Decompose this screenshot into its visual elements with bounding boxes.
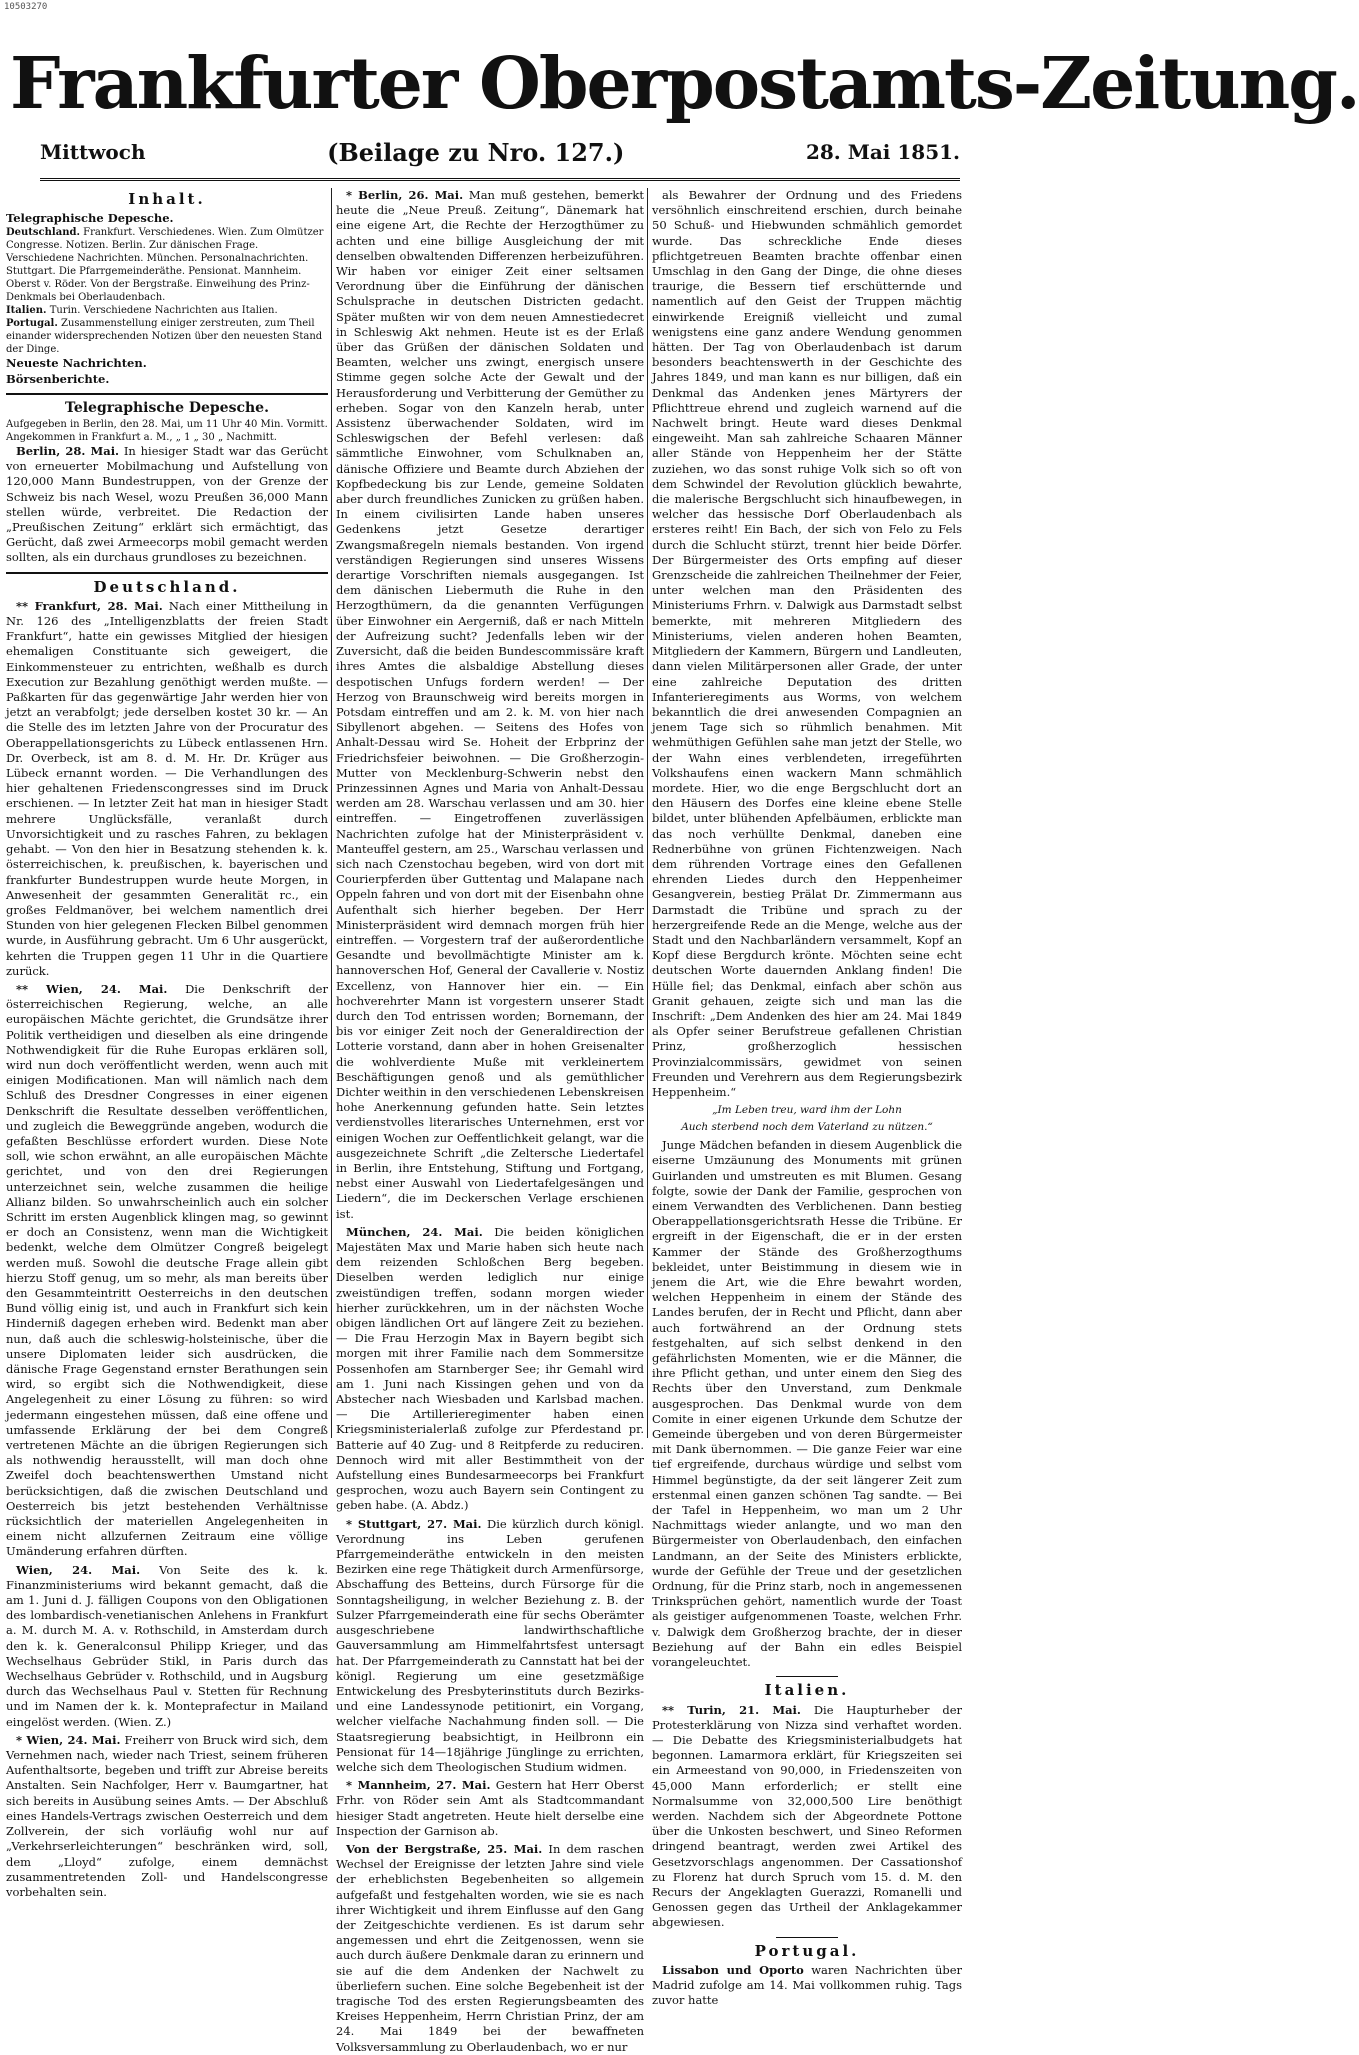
toc-entry-text: Turin. Verschiedene Nachrichten aus Italien.	[49, 305, 278, 317]
article-text: Die Haupturheber der Protesterklärung von Nizza sind verhaftet worden. — Die Debatte des Kriegsministerialbudgets hat begonnen. Lamarmora erklärt, für Kriegszeiten sei ein Armeestand von 90,000, in Friedenszeiten von 45,000 Mann erforderlich; er stellt eine Normalsumme von 32,000,500 Lire benöthigt werden. Nachdem sich der Abgeordnete Pottone über die Unkosten beschwert, und Sineo Reformen dringend beantragt, werden zwei Artikel des Gesetzvorschlags angenommen. Der Cassationshof zu Florenz hat durch Spruch vom 15. d. M. den Recurs der Angeklagten Guerazzi, Romanelli und Genossen gegen das Urtheil der Anklagekammer abgewiesen.	[652, 1702, 963, 1930]
toc-entry-head: Portugal.	[6, 318, 58, 330]
toc-entry-head: Deutschland.	[6, 227, 80, 239]
column-3	[652, 188, 963, 2008]
toc-entry	[6, 304, 328, 317]
issue-date: 28. Mai 1851.	[805, 140, 960, 164]
masthead-subline	[40, 136, 960, 168]
article-text: Nach einer Mittheilung in Nr. 126 des „Intelligenzblatts der freien Stadt Frankfurt“, hatte ein gewisses Mitglied der hiesigen ehemaligen Constituante sich geweigert, die Einkommensteuer zu entrichten, weßhalb es durch Execution zur Bezahlung genöthigt werden mußte. — Paßkarten für das gegenwärtige Jahr werden hier von jetzt an verabfolgt; jede derselben kostet 30 kr. — An die Stelle des im letzten Jahre von der Procuratur des Oberappellationsgerichts zu Lübeck entlassenen Hrn. Dr. Overbeck, ist am 8. d. M. Hr. Dr. Krüger aus Lübeck ernannt worden. — Die Verhandlungen des hier gehaltenen Friedenscongresses sind im Druck erschienen. — In letzter Zeit hat man in hiesiger Stadt mehrere Unglücksfälle, veranlaßt durch Unvorsichtigkeit und zu rasches Fahren, zu beklagen gehabt. — Von den hier in Besatzung stehenden k. k. österreichischen, k. preußischen, k. bayerischen und frankfurter Bundestruppen wurde heute Morgen, in Anwesenheit der gesammten Generalität rc., ein großes Feldmanöver, bei welchem namentlich drei Stunden von hier gelegenen Flecken Bilbel genommen wurde, in Ausführung gebracht. Um 6 Uhr ausgerückt, kehrten die Truppen gegen 11 Uhr in die Quartiere zurück.	[6, 598, 328, 978]
inscription-quote: „Im Leben treu, ward ihm der Lohn	[712, 1104, 902, 1117]
article-wien	[6, 1563, 328, 1730]
toc-entry-head: Börsenberichte.	[6, 371, 110, 386]
article-text: Von Seite des k. k. Finanzministeriums wird bekannt gemacht, daß die am 1. Juni d. J. fälligen Coupons von den Obligationen des lombardisch-venetianischen Anlehens in Frankfurt a. M. durch M. A. v. Rothschild, in Amsterdam durch den k. k. Generalconsul Philipp Krieger, und das Wechselhaus Gebrüder Stikl, in Paris durch das Wechselhaus Gebrüder v. Rothschild, und in Augsburg durch das Wechselhaus Paul v. Stetten für Rechnung und im Namen der k. k. Monteprafectur in Mailand eingelöst werden. (Wien. Z.)	[6, 1562, 328, 1729]
dateline: * Mannheim, 27. Mai.	[346, 1778, 491, 1793]
toc-entry-text: Frankfurt. Verschiedenes. Wien. Zum Olmützer Congresse. Notizen. Berlin. Zur dänischen Frage. Verschiedene Nachrichten. München. Personalnachrichten. Stuttgart. Die Pfarrgemeinderäthe. Pensionat. Mannheim. Oberst v. Röder. Von der Bergstraße. Einweihung des Prinz-Denkmals bei Oberlaudenbach.	[6, 227, 324, 304]
article-stuttgart	[336, 1517, 644, 1775]
column-divider	[647, 188, 648, 1438]
section-heading-portugal: Portugal.	[754, 1941, 860, 1960]
dateline: ** Turin, 21. Mai.	[662, 1702, 801, 1717]
article-text: Die beiden königlichen Majestäten Max und Marie haben sich heute nach dem reizenden Schloßchen Berg begeben. Dieselben werden lediglich nur einige zweistündigen treffen, sodann morgen wieder hierher zurückkehren, um in der nächsten Woche obigen ländlichen Ort auf längere Zeit zu beziehen. — Die Frau Herzogin Max in Bayern begibt sich morgen mit ihrer Familie nach dem Sommersitze Possenhofen am Starnberger See; ihr Gemahl wird am 1. Juni nach Kissingen gehen und von da Abstecher nach Wiesbaden und Karlsbad machen. — Die Artillerieregimenter haben einen Kriegsministerialerlaß zufolge zur Pferdestand pr. Batterie auf 40 Zug- und 8 Reitpferde zu reduciren. Dennoch wird mit aller Bestimmtheit von der Aufstellung eines Bundesarmeecorps bei Frankfurt gesprochen, wozu auch Bayern sein Contingent zu geben habe. (A. Abdz.)	[336, 1224, 645, 1513]
masthead-title: Frankfurter Oberpostamts-Zeitung.	[10, 41, 1359, 125]
section-rule	[776, 1937, 838, 1938]
section-rule	[6, 393, 328, 395]
masthead-rule	[40, 178, 960, 181]
dateline: * Wien, 24. Mai.	[16, 1732, 121, 1747]
article-mannheim	[336, 1778, 644, 1839]
article-text: Freiherr von Bruck wird sich, dem Vernehmen nach, wieder nach Triest, seinem früheren Aufenthaltsorte, begeben und trifft zur Abreise bereits Anstalten. Sein Nachfolger, Herr v. Baumgartner, hat sich bereits in Ausübung seines Amts. — Der Abschluß eines Handels-Vertrags zwischen Oesterreich und dem Zollverein, der sich vorläufig wohl nur auf „Verkehrserleichterungen“ beschränken wird, soll, dem „Lloyd“ zufolge, einem demnächst zusammentretenden Zoll- und Handelscongresse vorbehalten sein.	[6, 1732, 328, 1899]
dateline: ** Frankfurt, 28. Mai.	[16, 598, 163, 613]
article-text: Die Denkschrift der österreichischen Regierung, welche, an alle europäischen Mächte gerichtet, die Grundsätze ihrer Politik vertheidigen und dieselben als eine dringende Nothwendigkeit für die Ruhe Europas erklären soll, wird nun doch veröffentlicht werden, wenn auch mit einigen Modificationen. Man will nämlich nach dem Schluß des Dresdner Congresses in einer eigenen Denkschrift die Resultate desselben veröffentlichen, und zugleich die Beweggründe angeben, wodurch die gefaßten Beschlüsse erfordert wurden. Diese Note soll, wie schon erwähnt, an alle europäischen Mächte gerichtet, und von den drei Regierungen unterzeichnet sein, welche zusammen die heilige Allianz bilden. So unwahrscheinlich auch ein solcher Schritt im ersten Augenblick klingen mag, so gewinnt er doch an Consistenz, wenn man die Wichtigkeit bedenkt, welche dem Olmützer Congreß beigelegt werden muß. Sowohl die deutsche Frage allein gibt hierzu Stoff genug, um so mehr, als man bereits über den Gesammteintritt Oesterreichs in den deutschen Bund völlig einig ist, und auch in Frankfurt sich kein Hinderniß dagegen erheben wird. Bedenkt man aber nun, daß auch die schleswig-holsteinische, über die unsere Diplomaten leider sich ausdrücken, die dänische Frage Gegenstand ernster Berathungen sein wird, so ergibt sich die Nothwendigkeit, diese Angelegenheit zu einer Lösung zu führen: so wird jedermann eingestehen müssen, daß eine offene und umfassende Erklärung der bei dem Congreß vertretenen Mächte an die übrigen Regierungen sich als nothwendig herausstellt, will man doch ohne Zweifel doch beachtenswerthen Umstand nicht berücksichtigen, daß die zwischen Deutschland und Oesterreich bis jetzt bestehenden Verhältnisse rücksichtlich der materiellen Angelegenheiten in einem nicht allzufernen Zeitraum eine völlige Umänderung erfahren dürften.	[6, 981, 328, 1559]
toc-entry	[6, 372, 328, 387]
table-of-contents	[6, 192, 328, 387]
dateline: Lissabon und Oporto	[662, 1962, 804, 1977]
toc-entry-head: Italien.	[6, 305, 47, 317]
article-frankfurt	[6, 599, 328, 979]
article-berlin-telegraph	[6, 444, 328, 566]
supplement-label: (Beilage zu Nro. 127.)	[327, 137, 625, 167]
toc-entry	[6, 226, 328, 304]
article-text: Die kürzlich durch königl. Verordnung ins Leben gerufenen Pfarrgemeinderäthe entwickeln in den meisten Bezirken eine rege Thätigkeit durch Armenfürsorge, Abschaffung des Betteins, durch Fürsorge für die Sonntagsheiligung, in welcher Beziehung z. B. der Sulzer Pfarrgemeinderath eine für sechs Oberämter ausgeschriebene landwirthschaftliche Gauversammlung am Himmelfahrtsfest untersagt hat. Der Pfarrgemeinderath zu Cannstatt hat bei der königl. Regierung um eine gesetzmäßige Entwickelung des Presbyterinstituts durch Bezirks- und eine Landessynode petitionirt, ein Vorgang, welcher vielfache Nachahmung finden soll. — Die Staatsregierung beabsichtigt, in Heilbronn ein Pensionat für 14—18jährige Jünglinge zu errichten, welche sich dem Theologischen Studium widmen.	[336, 1516, 644, 1774]
telegraph-dateline: Aufgegeben in Berlin, den 28. Mai, um 11 Uhr 40 Min. Vormitt. Angekommen in Frankfurt a. M., „ 1 „ 30 „ Nachmitt.	[6, 419, 328, 444]
article-lissabon	[652, 1963, 962, 2009]
column-2	[336, 188, 645, 2054]
toc-entry-head: Neueste Nachrichten.	[6, 356, 147, 371]
article-text: In dem raschen Wechsel der Ereignisse der letzten Jahre sind viele der erheblichsten Begebenheiten so allgemein aufgefaßt und festgehalten worden, wie sie es nach ihrer Wichtigkeit und ihrem Einflusse auf den Gang der Zeitgeschichte verdienen. Es ist darum sehr angemessen und ehrt die Zeitgenossen, wenn sie auch durch äußere Denkmale daran zu erinnern und sie auf die dem Andenken der Nachwelt zu überliefern suchen. Eine solche Begebenheit ist der tragische Tod des ersten Regierungsbeamten des Kreises Heppenheim, Herrn Christian Prinz, der am 24. Mai 1849 bei der bewaffneten Volksversammlung zu Oberlaudenbach, wo er nur	[336, 1841, 644, 2054]
dateline: * Stuttgart, 27. Mai.	[346, 1516, 482, 1531]
section-rule	[776, 1676, 838, 1677]
dateline: Von der Bergstraße, 25. Mai.	[346, 1841, 543, 1856]
toc-entry	[6, 317, 328, 356]
article-turin	[652, 1703, 962, 1931]
dateline: * Berlin, 26. Mai.	[346, 188, 464, 202]
article-text: waren Nachrichten über Madrid zufolge am 14. Mai vollkommen ruhig. Tags zuvor hatte	[652, 1962, 963, 2008]
article-bergstrasse-continued: als Bewahrer der Ordnung und des Friedens versöhnlich einschreitend erschien, durch beinahe 50 Schuß- und Hiebwunden schmählich gemordet wurde. Das schreckliche Ende dieses pflichtgetreuen Beamten brachte offenbar einen Umschlag in den Gang der Dinge, die ohne dieses traurige, die Bessern tief erschütternde und namentlich auf den Geist der Truppen mächtig einwirkende Ereigniß vielleicht und zumal wenigstens eine ganz andere Wendung genommen hätten. Der Tag von Oberlaudenbach ist darum besonders beachtenswerth in der Geschichte des Jahres 1849, und man kann es nur billigen, daß ein Denkmal das Andenken jenes Märtyrers der Pflichttreue ehrend und zugleich warnend auf die Nachwelt bringt. Heute ward dieses Denkmal eingeweiht. Man sah zahlreiche Schaaren Männer aller Stände von Heppenheim her der Stätte zuziehen, wo das sonst ruhige Volk sich so oft von dem Schwindel der Revolution glücklich bewahrte, die malerische Bergschlucht sich hinaufbewegen, in welcher das hessische Dorf Oberlaudenbach als ersteres reiht! Ein Bach, der sich von Felo zu Fels durch die Schlucht stürzt, trennt hier beide Dörfer. Der Bürgermeister des Orts empfing auf dieser Grenzscheide die zahlreichen Theilnehmer der Feier, unter welchen man den Präsidenten des Ministeriums Frhrn. v. Dalwigk aus Darmstadt selbst bemerkte, mit mehreren Mitgliedern des Ministeriums, vielen anderen hohen Beamten, Mitgliedern der Kammern, Bürgern und Landleuten, dann vielen Militärpersonen aller Grade, der unter eine zahlreiche Deputation des dritten Infanterieregiments aus Worms, von welchem bekanntlich die drei anwesenden Compagnien an jenem Tage sich so rühmlich benahmen. Mit wehmüthigen Gefühlen sahe man jetzt der Stelle, wo der Wahn eines verblendeten, irregeführten Volkshaufens einen wackern Mann schmählich mordete. Hier, wo die enge Bergschlucht dort an den Häusern des Dorfes eine kleine ebene Stelle bildet, unter blühenden Apfelbäumen, erblickte man das noch verhüllte Denkmal, daneben eine Rednerbühne von grünen Fichtenzweigen. Nach dem rührenden Vortrage eines den Gefallenen ehrenden Liedes durch den Heppenheimer Gesangverein, bestieg Prälat Dr. Zimmermann aus Darmstadt die Tribüne und sprach zu der herzergreifende Rede an die Menge, welche aus der Stadt und den Nachbarländern versammelt, Kopf an Kopf diese Bergdurch krönte. Möchten seine echt deutschen Worte dauernden Anklang finden! Die Hülle fiel; das Denkmal, einfach aber schön aus Granit gehauen, zeigte sich und man las die Inschrift: „Dem Andenken des hier am 24. Mai 1849 als Opfer seiner Berufstreue gefallenen Christian Prinz, großherzoglich hessischen Provinzialcommissärs, gewidmet von seinen Freunden und Verehrern aus dem Regierungsbezirk Heppenheim.“	[652, 188, 962, 1099]
article-text: Gestern hat Herr Oberst Frhr. von Röder sein Amt als Stadtcommandant hiesiger Stadt angetreten. Heute hielt derselbe eine Inspection der Garnison ab.	[336, 1778, 644, 1838]
article-wien	[6, 982, 328, 1560]
article-wien	[6, 1733, 328, 1900]
article-bergstrasse-continued: Junge Mädchen befanden in diesem Augenblick die eiserne Umzäunung des Monuments mit grünen Guirlanden und umstreuten es mit Blumen. Gesang folgte, sowie der Dank der Familie, gesprochen von einem Verwandten des Verblichenen. Dann bestieg Oberappellationsgerichtsrath Hesse die Tribüne. Er ergreift in der Eigenschaft, die er in der ersten Kammer der Stände des Großherzogthums bekleidet, unter Beistimmung in diesem wie in jenem die Art, wie die Ehre bewahrt worden, welchen Heppenheim in einem der Stände des Landes berufen, der in Recht und Pflicht, dann aber auch fortwährend an der Ordnung stets festgehalten, auf sich selbst denkend in den gefährlichsten Momenten, wie er die Männer, die ihre Pflicht gethan, und unter einem den Sieg des Rechts über den Unverstand, zum Denkmale ausgesprochen. Das Denkmal wurde von dem Comite in einer eigenen Urkunde dem Schutze der Gemeinde übergeben und von deren Bürgermeister mit Dank übernommen. — Die ganze Feier war eine tief ergreifende, durchaus würdige und selbst vom Himmel begünstigte, da der seit längerer Zeit zum erstenmal einen ganzen schönen Tag sandte. — Bei der Tafel in Heppenheim, wo man um 2 Uhr Nachmittags wieder anlangte, und wo man den Bürgermeister von Oberlaudenbach, den einfachen Landmann, an der Seite des Ministers erblickte, wurde der Gefühle der Treue und der gesetzlichen Ordnung, für die Prinz starb, noch in angemessenen Trinksprüchen gehört, namentlich wurde der Toast als geistiger aufgenommenen Toaste, welchen Frhr. v. Dalwigk dem Großherzog brachte, der in dieser Beziehung auf der Bahn ein edles Beispiel vorangeleuchtet.	[652, 1138, 962, 1670]
toc-entry	[6, 211, 328, 226]
section-rule	[6, 572, 328, 574]
page-id: 10503270	[4, 2, 48, 12]
dateline: München, 24. Mai.	[346, 1224, 483, 1239]
article-muenchen	[336, 1225, 644, 1514]
weekday: Mittwoch	[40, 140, 146, 164]
toc-heading: Inhalt.	[128, 190, 206, 208]
section-heading-italien: Italien.	[764, 1681, 850, 1700]
dateline: Berlin, 28. Mai.	[16, 444, 120, 459]
toc-entry-text: Zusammenstellung einiger zerstreuten, zum Theil einander widersprechenden Notizen über den neuesten Stand der Dinge.	[6, 318, 323, 356]
inscription-quote: Auch sterbend noch dem Vaterland zu nützen.“	[681, 1121, 933, 1134]
article-text: In hiesiger Stadt war das Gerücht von erneuerter Mobilmachung und Aufstellung von 120,000 Mann Bundestruppen, von der Grenze der Schweiz bis nach Wesel, wozu Preußen 36,000 Mann stellen würde, verbreitet. Die Redaction der „Preußischen Zeitung“ erklärt sich ermächtigt, das Gerücht, daß zwei Armeecorps mobil gemacht werden sollten, als ein durchaus grundloses zu bezeichnen.	[6, 444, 328, 565]
toc-entry-head: Telegraphische Depesche.	[6, 211, 174, 226]
article-bergstrasse	[336, 1842, 644, 2055]
article-text: Man muß gestehen, bemerkt heute die „Neue Preuß. Zeitung“, Dänemark hat eine eigene Art, die Rechte der Herzogthümer zu achten und eine billige Ausgleichung der mit denselben obwaltenden Differenzen herbeizuführen. Wir haben vor einiger Zeit einer seltsamen Verordnung über die Einführung der dänischen Schulsprache in deutschen Districten gedacht. Später mußten wir von dem neuen Amnestiedecret in Schleswig Akt nehmen. Heute ist es der Erlaß über das Grüßen der dänischen Soldaten und Beamten, welcher uns zwingt, energisch unsere Stimme gegen solche Acte der Gewalt und der Herausforderung und Verbitterung der Gemüther zu erheben. Sogar von den Kanzeln herab, unter Assistenz überwachender Soldaten, wird im Schleswigschen der Befehl verlesen: daß sämmtliche Einwohner, vom Schulknaben an, dänische Offiziere und Beamte durch Abziehen der Kopfbedeckung bis zur Lende, gemeine Soldaten aber durch freundliches Zunicken zu grüßen haben. In einem civilisirten Lande haben unseres Gedenkens jetzt Gesetze derartiger Zwangsmaßregeln niemals bestanden. Von irgend verständigen Regierungen sind unseres Wissens derartige Vorschriften niemals ausgegangen. Ist dem dänischen Liebermuth die Ruhe in den Herzogthümern, da die genannten Verfügungen über Einwohner ein Aergerniß, daß er nach Mitteln der Aufreizung sucht? Jedenfalls leben wir der Zuversicht, daß die beiden Bundescommissäre kraft ihres Amtes die alsbaldige Abstellung dieses despotischen Unfugs fordern werden! — Der Herzog von Braunschweig wird bereits morgen in Potsdam eintreffen und am 2. k. M. von hier nach Sibyllenort abgehen. — Seitens des Hofes von Anhalt-Dessau wird Se. Hoheit der Erbprinz der Friedrichsfeier beiwohnen. — Die Großherzogin-Mutter von Mecklenburg-Schwerin nebst den Prinzessinnen Agnes und Maria von Anhalt-Dessau werden am 28. Warschau verlassen und am 30. hier eintreffen. — Eingetroffenen zuverlässigen Nachrichten zufolge hat der Ministerpräsident v. Manteuffel gestern, am 25., Warschau verlassen und sich nach Czenstochau begeben, wird von dort mit Courierpferden über Guttentag und Malapane nach Oppeln fahren und von dort mit der Eisenbahn ohne Aufenthalt sich hierher begeben. Der Herr Ministerpräsident wird demnach morgen früh hier eintreffen. — Vorgestern traf der außerordentliche Gesandte und bevollmächtigte Minister am k. hannoverschen Hof, General der Cavallerie v. Nostiz Excellenz, von Hannover hier ein. — Ein hochverehrter Mann ist vorgestern unserer Stadt durch den Tod entrissen worden; Bornemann, der bis vor einiger Zeit noch der Generaldirection der Lotterie vorstand, dann aber in hohen Greisenalter die wohlverdiente Muße mit verkleinertem Beschäftigungen genoß und als gemüthlicher Dichter weithin in den verschiedenen Lebenskreisen hohe Anerkennung gefunden hatte. Sein letztes verdienstvolles literarisches Unternehmen, erst vor einigen Wochen zur Oeffentlichkeit gelangt, war die ausgezeichnete Schrift „die Zeltersche Liedertafel in Berlin, ihre Entstehung, Stiftung und Fortgang, nebst einer Auswahl von Liedertafelgesängen und Liedern“, die im Deckerschen Verlage erschienen ist.	[336, 188, 645, 1221]
column-divider	[331, 188, 332, 1438]
toc-entry	[6, 356, 328, 371]
dateline: Wien, 24. Mai.	[16, 1562, 141, 1577]
article-berlin	[336, 188, 644, 1222]
section-heading-telegraph: Telegraphische Depesche.	[65, 399, 269, 416]
dateline: ** Wien, 24. Mai.	[16, 981, 168, 996]
column-1	[6, 188, 328, 1899]
section-heading-deutschland: Deutschland.	[93, 577, 241, 596]
